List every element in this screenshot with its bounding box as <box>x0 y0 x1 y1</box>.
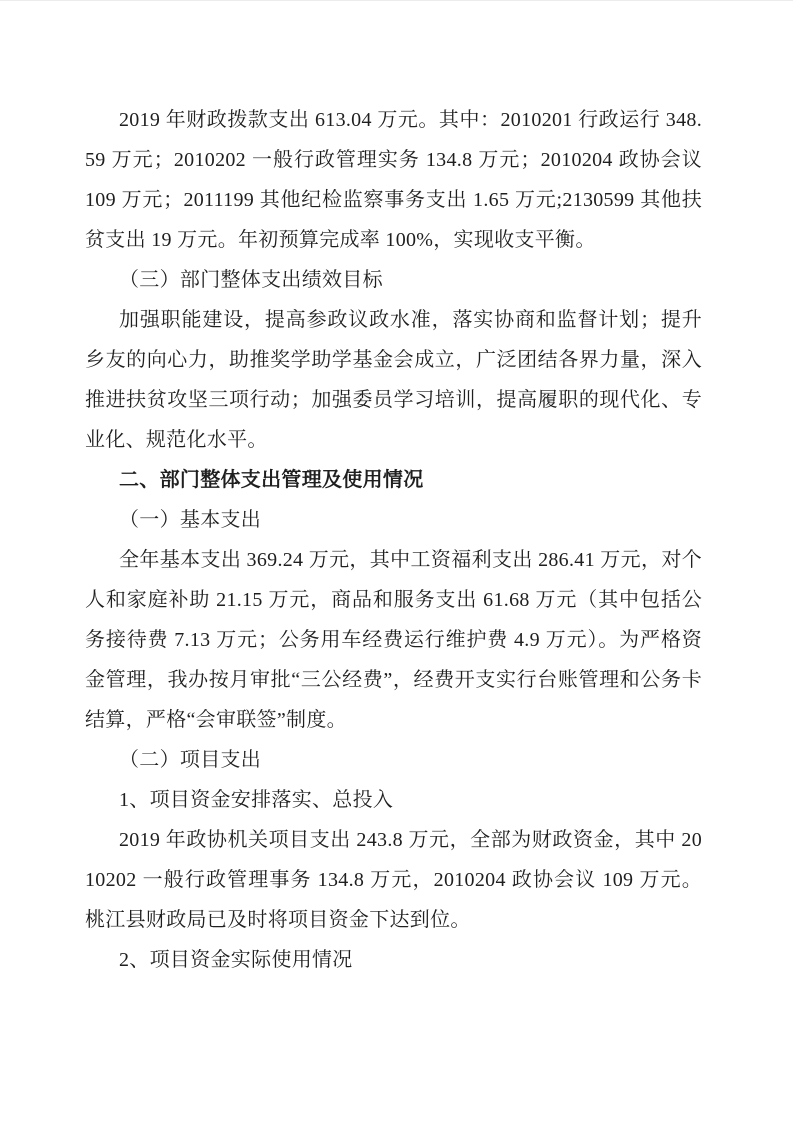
para-fiscal-allocation-expenditure: 2019 年财政拨款支出 613.04 万元。其中：2010201 行政运行 348.59 万元；2010202 一般行政管理实务 134.8 万元；2010204 政协会议 109 万元；2011199 其他纪检监察事务支出 1.65 万元;2130599 其他扶贫支出 19 万元。年初预算完成率 100%，实现收支平衡。 <box>85 109 702 251</box>
item-2-project-fund-usage: 2、项目资金实际使用情况 <box>119 949 353 971</box>
document-body <box>85 100 702 980</box>
item-1-project-fund-arrangement: 1、项目资金安排落实、总投入 <box>119 789 394 811</box>
heading-section-2-expenditure-management: 二、部门整体支出管理及使用情况 <box>119 469 424 491</box>
para-project-expenditure-detail: 2019 年政协机关项目支出 243.8 万元，全部为财政资金，其中 2010202 一般行政管理事务 134.8 万元，2010204 政协会议 109 万元。桃江县财政局已及时将项目资金下达到位。 <box>85 829 702 931</box>
heading-sub-1-basic-expenditure: （一）基本支出 <box>119 509 262 531</box>
para-performance-goals: 加强职能建设，提高参政议政水准，落实协商和监督计划；提升乡友的向心力，助推奖学助学基金会成立，广泛团结各界力量，深入推进扶贫攻坚三项行动；加强委员学习培训，提高履职的现代化、专业化、规范化水平。 <box>85 309 702 451</box>
para-basic-expenditure: 全年基本支出 369.24 万元，其中工资福利支出 286.41 万元，对个人和家庭补助 21.15 万元，商品和服务支出 61.68 万元（其中包括公务接待费 7.13 万元；公务用车经费运行维护费 4.9 万元）。为严格资金管理，我办按月审批“三公经费”，经费开支实行台账管理和公务卡结算，严格“会审联签”制度。 <box>85 549 702 731</box>
heading-section-iii-performance-goals: （三）部门整体支出绩效目标 <box>119 269 383 291</box>
heading-sub-2-project-expenditure: （二）项目支出 <box>119 749 262 771</box>
